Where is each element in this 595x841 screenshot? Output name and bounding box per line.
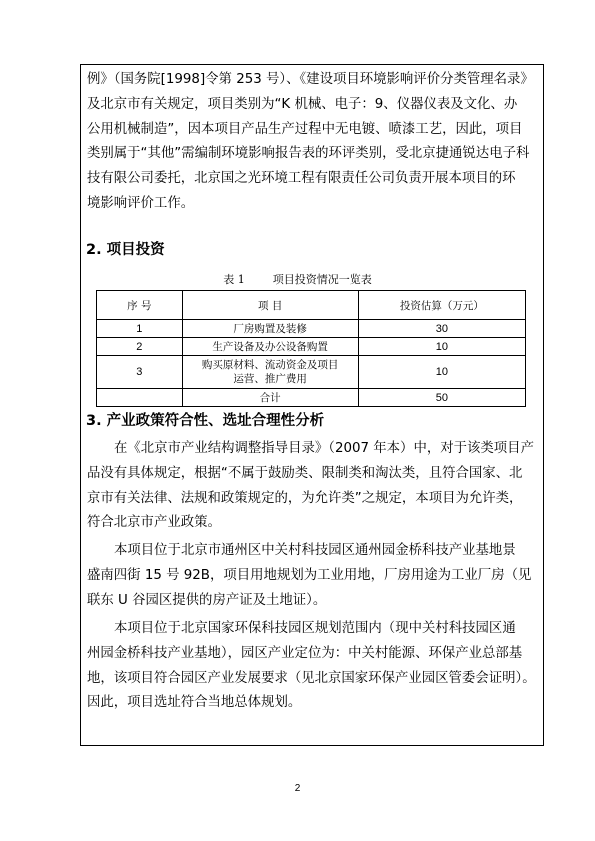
table-header-row: [97, 291, 526, 320]
row-value: 30: [358, 320, 525, 338]
page-number: 2: [294, 783, 301, 794]
planning-paragraph: [87, 617, 539, 716]
row-index: 3: [97, 356, 183, 389]
text-line: 京市有关法律、法规和政策规定的，为允许类”之规定，本项目为允许类，: [87, 490, 523, 506]
text-line: 本项目位于北京市通州区中关村科技园区通州园金桥科技产业基地景: [114, 543, 516, 558]
row-item-line: 购买原材料、流动资金及项目: [201, 359, 339, 371]
text-line: 技有限公司委托，北京国之光环境工程有限责任公司负责开展本项目的环: [87, 171, 516, 187]
text-line: 及北京市有关规定，项目类别为“K 机械、电子：9、仪器仪表及文化、办: [87, 96, 518, 112]
text-line: 类别属于“其他”需编制环境影响报告表的环评类别，受北京捷通锐达电子科: [87, 146, 530, 162]
text-line: 符合北京市产业政策。: [87, 515, 221, 531]
total-blank-cell: [97, 389, 183, 407]
location-paragraph: [87, 539, 539, 613]
text-line: 例》（国务院[1998]令第 253 号）、《建设项目环境影响评价分类管理名录》: [87, 72, 534, 87]
table-total-row: [97, 389, 526, 407]
section-3-heading: 3. 产业政策符合性、选址合理性分析: [86, 413, 325, 429]
header-item: 项 目: [182, 291, 358, 320]
investment-table: [96, 290, 526, 407]
table-row: [97, 320, 526, 338]
table-caption: 表 1 项目投资情况一览表: [223, 273, 372, 286]
intro-paragraph: [87, 68, 539, 217]
text-line: 盛南四街 15 号 92B，项目用地规划为工业用地，厂房用途为工业厂房（见: [87, 567, 532, 583]
row-item: 生产设备及办公设备购置: [182, 338, 358, 356]
table-row: [97, 338, 526, 356]
text-line: 在《北京市产业结构调整指导目录》（2007 年本）中，对于该类项目产: [114, 441, 534, 456]
text-line: 地，该项目符合园区产业发展要求（见北京国家环保产业园区管委会证明）。: [87, 670, 536, 686]
text-line: 联东 U 谷园区提供的房产证及土地证）。: [87, 592, 327, 608]
text-line: 公用机械制造”，因本项目产品生产过程中无电镀、喷漆工艺，因此，项目: [87, 121, 523, 137]
section-2-heading: 2. 项目投资: [86, 242, 165, 258]
header-index: 序 号: [97, 291, 183, 320]
row-index: 2: [97, 338, 183, 356]
text-line: 本项目位于北京国家环保科技园区规划范围内（现中关村科技园区通: [114, 621, 516, 636]
text-line: 州园金桥科技产业基地），园区产业定位为：中关村能源、环保产业总部基: [87, 645, 523, 661]
row-item: 厂房购置及装修: [182, 320, 358, 338]
header-value: 投资估算（万元）: [358, 291, 525, 320]
text-line: 因此，项目选址符合当地总体规划。: [87, 695, 302, 711]
row-item: [182, 356, 358, 389]
table-row: [97, 356, 526, 389]
text-line: 品没有具体规定，根据“不属于鼓励类、限制类和淘汰类，且符合国家、北: [87, 465, 523, 481]
total-value: 50: [358, 389, 525, 407]
total-label: 合计: [182, 389, 358, 407]
policy-paragraph: [87, 437, 539, 536]
row-item-line: 运营、推广费用: [233, 373, 307, 385]
row-value: 10: [358, 338, 525, 356]
text-line: 境影响评价工作。: [87, 195, 195, 211]
row-value: 10: [358, 356, 525, 389]
row-index: 1: [97, 320, 183, 338]
